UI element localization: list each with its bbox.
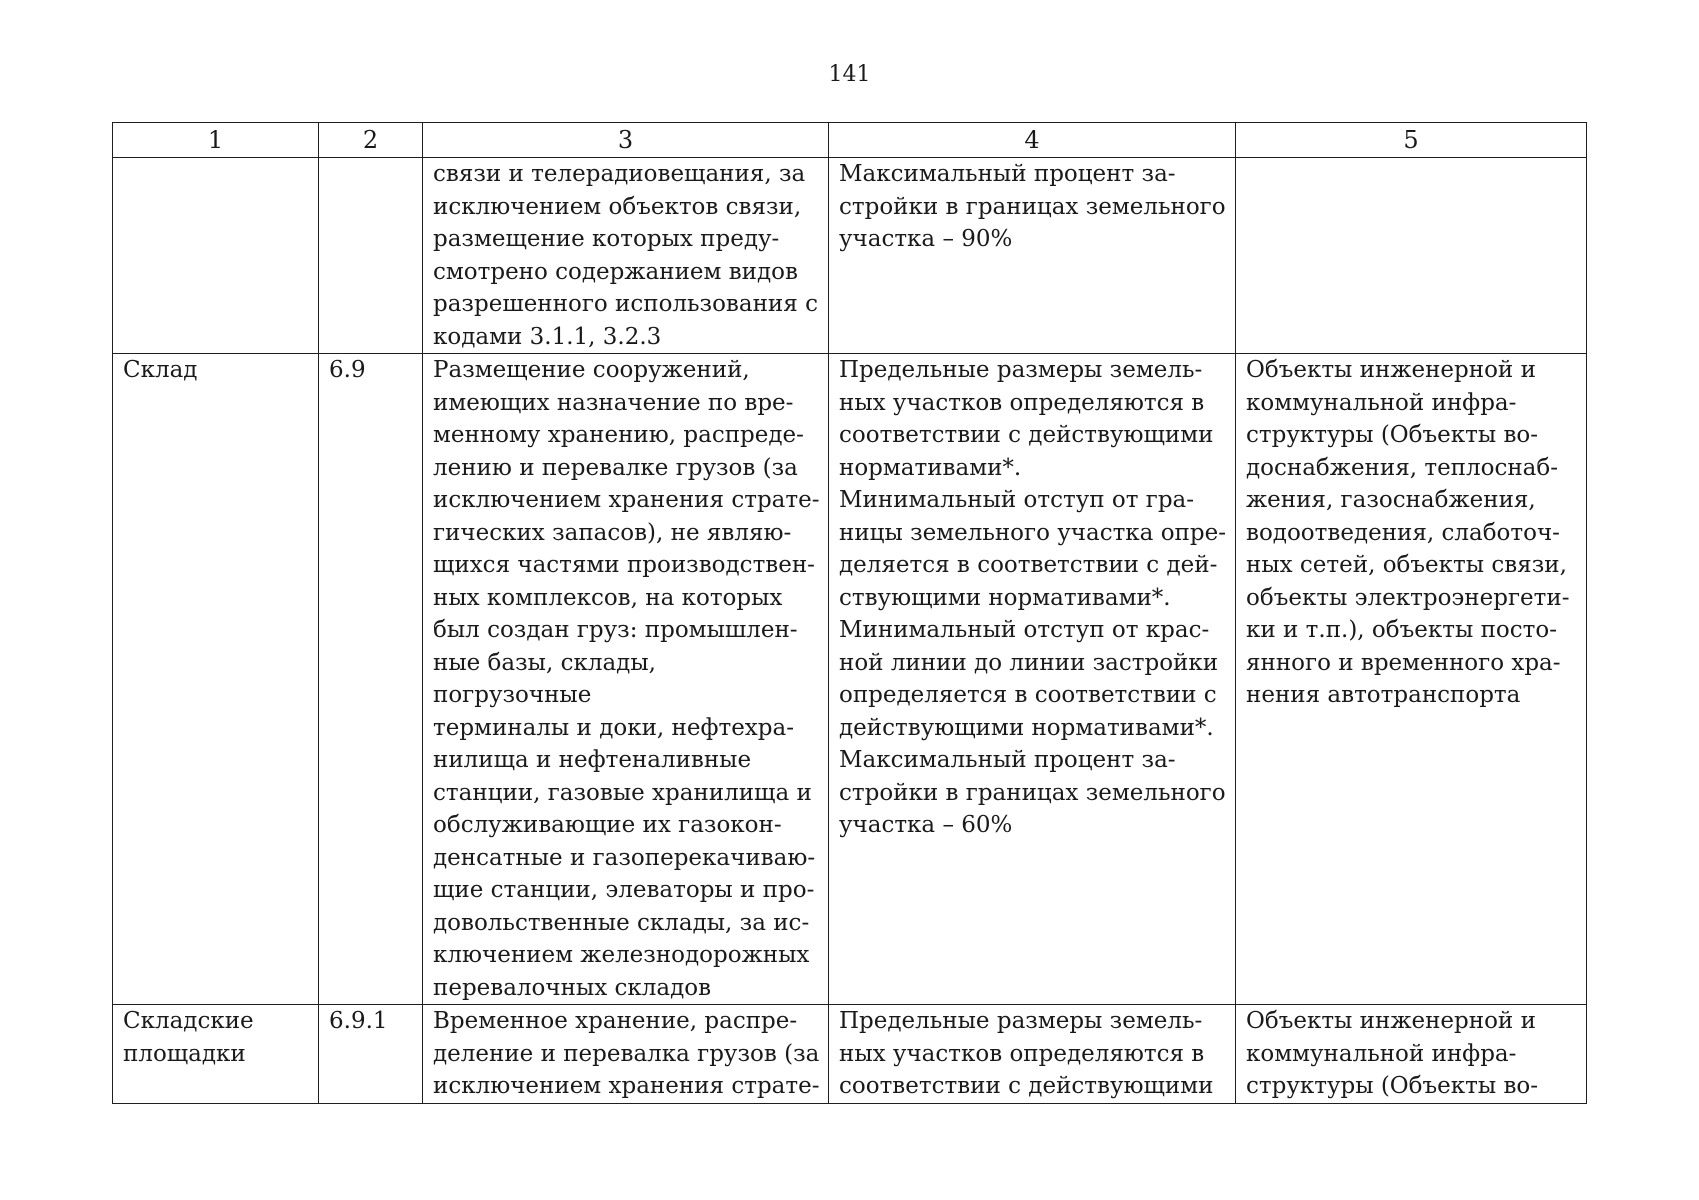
table-row (113, 354, 1587, 1005)
cell-text: Складские площадки (123, 1008, 254, 1067)
cell-use-parameters (829, 354, 1236, 1005)
header-col-2: 2 (319, 123, 423, 158)
cell-auxiliary-uses (1236, 158, 1587, 354)
page-number: 141 (828, 62, 871, 87)
cell-use-parameters (829, 158, 1236, 354)
cell-text: Объекты инженерной и коммунальной инфра- структуры (Объекты во- (1246, 1008, 1539, 1099)
cell-use-code (319, 1005, 423, 1104)
table-row (113, 1005, 1587, 1104)
cell-use-description (423, 1005, 829, 1104)
cell-text: 6.9.1 (329, 1008, 388, 1034)
cell-use-name (113, 354, 319, 1005)
cell-use-parameters (829, 1005, 1236, 1104)
header-col-3: 3 (423, 123, 829, 158)
cell-text: Объекты инженерной и коммунальной инфра- структуры (Объекты во- доснабжения, теплоснаб- жения, газоснабжения, водоотведения, слаботоч- ных сетей, объекты связи, объекты электроэнергети- ки и т.п.), объекты посто- янного и временного хра- нения автотранспорта (1246, 357, 1570, 708)
header-row (113, 123, 1587, 158)
cell-use-name (113, 1005, 319, 1104)
cell-text (329, 158, 414, 353)
header-col-4: 4 (829, 123, 1236, 158)
cell-text: 6.9 (329, 357, 366, 383)
land-use-table (112, 122, 1587, 1104)
cell-use-code (319, 354, 423, 1005)
cell-use-name (113, 158, 319, 354)
cell-text: Размещение сооружений, имеющих назначение по вре- менному хранению, распреде- лению и перевалке грузов (за исключением хранения страте- гических запасов), не являю- щихся частями производствен- ных комплексов, на которых был создан груз: промышлен- ные базы, склады, погрузочные терминалы и доки, нефтехра- нилища и нефтеналивные станции, газовые хранилища и обслуживающие их газокон- денсатные и газоперекачиваю- щие станции, элеваторы и про- довольственные склады, за ис- ключением железнодорожных перевалочных складов (433, 357, 820, 1001)
cell-text: Склад (123, 357, 198, 383)
cell-auxiliary-uses (1236, 1005, 1587, 1104)
header-col-1: 1 (113, 123, 319, 158)
cell-use-description (423, 354, 829, 1005)
cell-auxiliary-uses (1236, 354, 1587, 1005)
cell-text: связи и телерадиовещания, за исключением объектов связи, размещение которых преду- смотрено содержанием видов разрешенного использования с кодами 3.1.1, 3.2.3 (433, 161, 818, 350)
cell-text: Временное хранение, распре- деление и перевалка грузов (за исключением хранения страте- (433, 1008, 820, 1099)
cell-text: Предельные размеры земель- ных участков определяются в соответствии с действующими нормативами*. Минимальный отступ от гра- ницы земельного участка опре- деляется в соответствии с дей- ствующими нормативами*. Минимальный отступ от крас- ной линии до линии застройки определяется в соответствии с действующими нормативами*. Максимальный процент за- стройки в границах земельного участка – 60% (839, 357, 1226, 838)
cell-text (123, 158, 310, 353)
table-row (113, 158, 1587, 354)
cell-text: Максимальный процент за- стройки в границах земельного участка – 90% (839, 161, 1226, 252)
cell-text: Предельные размеры земель- ных участков определяются в соответствии с действующими (839, 1008, 1214, 1099)
table-header (113, 123, 1587, 158)
cell-use-description (423, 158, 829, 354)
cell-use-code (319, 158, 423, 354)
header-col-5: 5 (1236, 123, 1587, 158)
table-body (113, 158, 1587, 1104)
cell-text (1246, 158, 1578, 353)
